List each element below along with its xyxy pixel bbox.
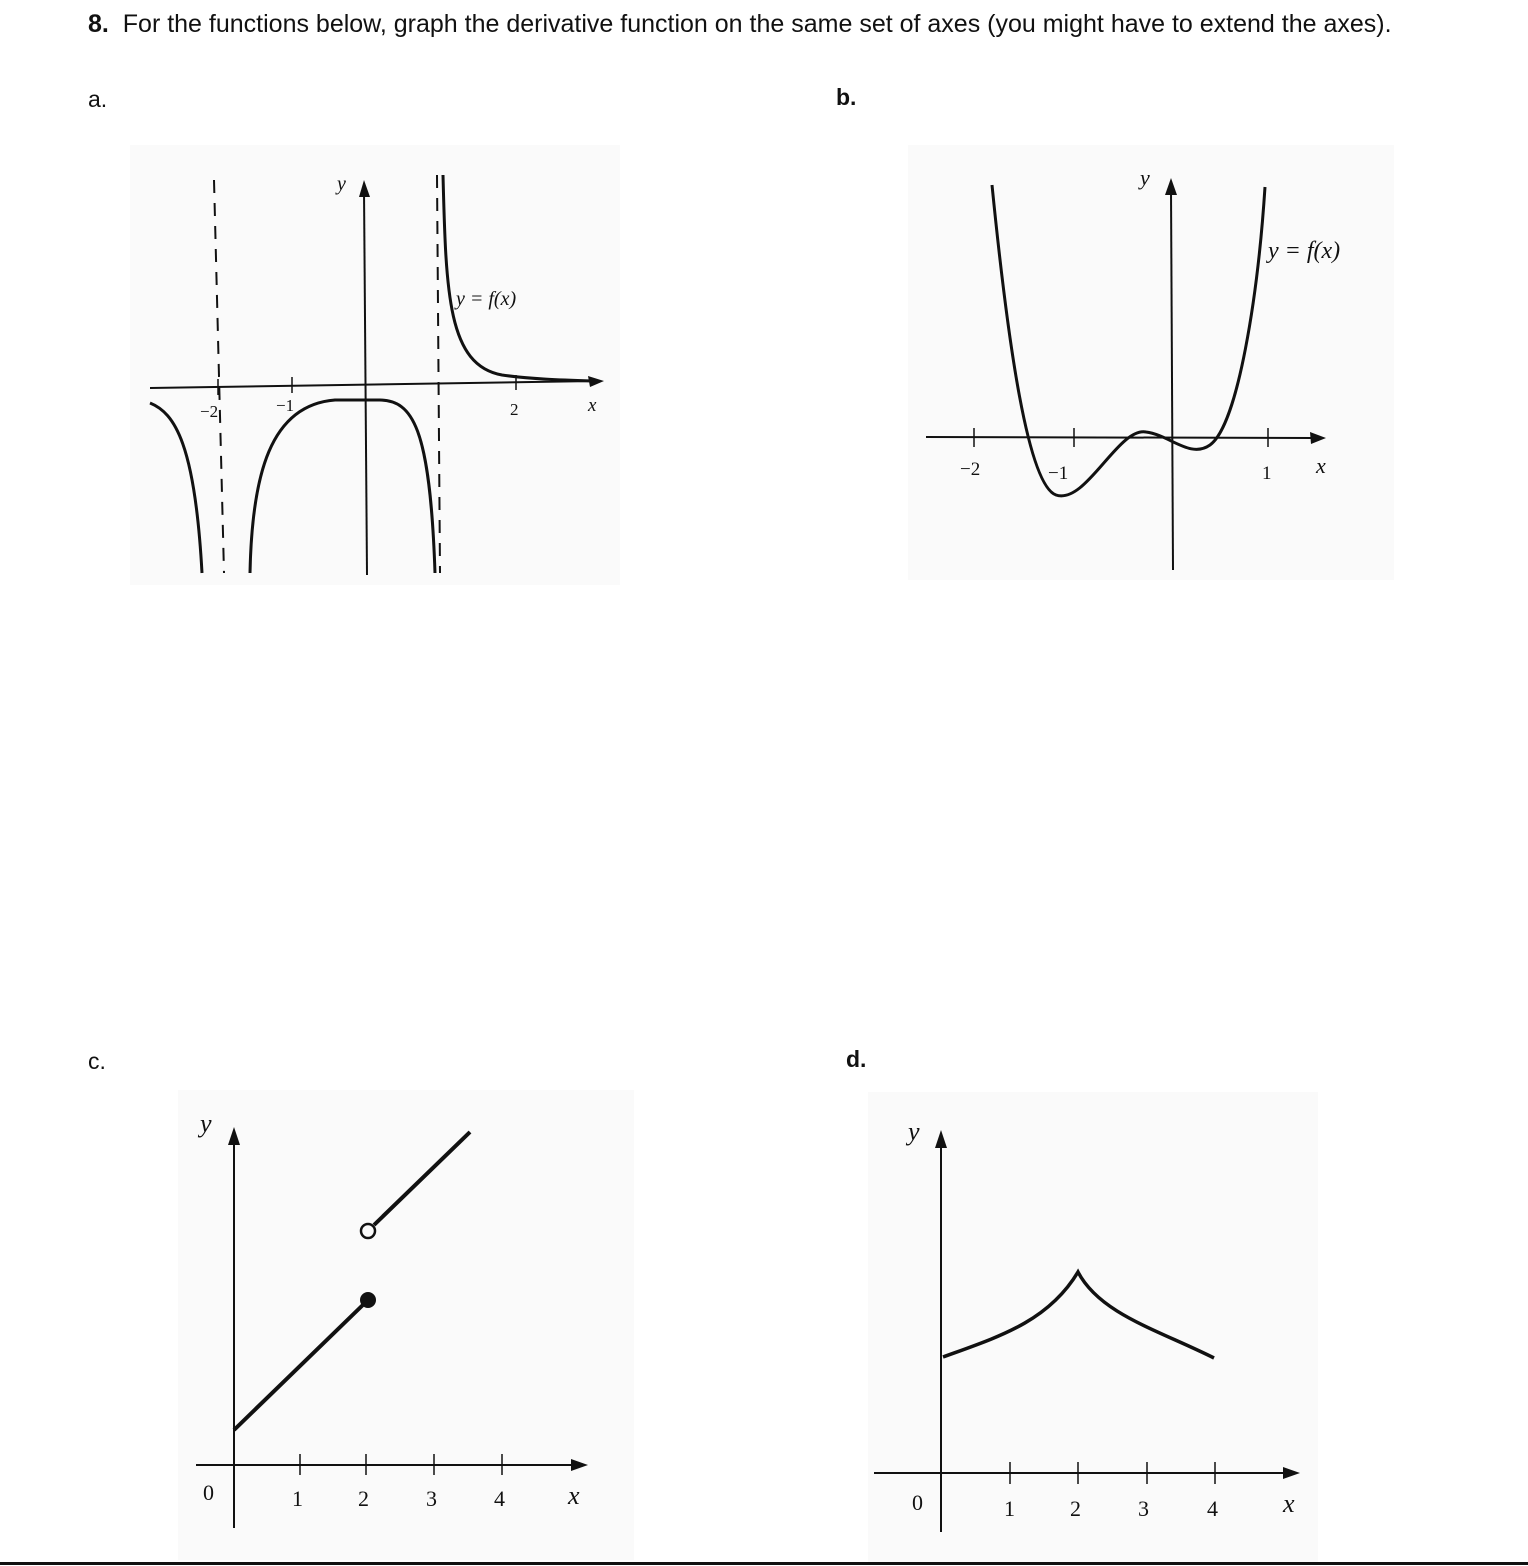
graph-b-function-label: y = f(x) bbox=[1268, 238, 1341, 264]
graph-c-tick-4: 4 bbox=[494, 1486, 505, 1511]
graph-a-function-label: y = f(x) bbox=[456, 288, 517, 310]
graph-b-x-axis bbox=[926, 437, 1313, 438]
graph-c-tick-1: 1 bbox=[292, 1486, 303, 1511]
graph-a-tick-neg1: −1 bbox=[276, 396, 295, 415]
part-c-label: c. bbox=[88, 1048, 106, 1074]
graph-d-tick-4: 4 bbox=[1207, 1496, 1218, 1521]
bottom-rule bbox=[0, 1562, 1528, 1565]
graph-b-tick-neg2: −2 bbox=[960, 459, 981, 480]
question-number: 8. bbox=[88, 10, 109, 38]
graph-c-tick-2: 2 bbox=[358, 1486, 369, 1511]
graph-b bbox=[908, 145, 1394, 580]
graph-c-y-label: y bbox=[200, 1109, 212, 1138]
part-a-label: a. bbox=[88, 86, 108, 112]
graph-a bbox=[130, 145, 620, 585]
graph-d-tick-1: 1 bbox=[1004, 1496, 1015, 1521]
graph-a-tick-2: 2 bbox=[510, 400, 519, 419]
graph-c-x-label: x bbox=[568, 1481, 580, 1510]
graph-a-y-label: y bbox=[337, 173, 346, 195]
part-d-label: d. bbox=[846, 1046, 867, 1072]
graph-b-tick-1: 1 bbox=[1262, 463, 1272, 484]
graph-b-x-label: x bbox=[1316, 453, 1326, 478]
graph-a-x-label: x bbox=[588, 395, 597, 416]
graph-b-y-label: y bbox=[1140, 165, 1150, 190]
graph-c-origin: 0 bbox=[203, 1480, 214, 1505]
graph-d-origin: 0 bbox=[912, 1490, 923, 1515]
graph-a-tick-neg2: −2 bbox=[200, 402, 219, 421]
graph-c-closed-point bbox=[360, 1292, 376, 1308]
graph-d-x-label: x bbox=[1283, 1489, 1295, 1518]
graph-d-y-label: y bbox=[908, 1117, 920, 1146]
graph-d-tick-2: 2 bbox=[1070, 1496, 1081, 1521]
graph-d bbox=[868, 1092, 1318, 1562]
graph-c bbox=[178, 1090, 634, 1560]
graph-c-tick-3: 3 bbox=[426, 1486, 437, 1511]
question-text: For the functions below, graph the derivative function on the same set of axes (you might have to extend the axes). bbox=[122, 10, 1392, 38]
question-header bbox=[88, 10, 1392, 39]
part-b-label: b. bbox=[836, 84, 857, 110]
graph-c-open-point bbox=[361, 1224, 375, 1238]
graph-b-tick-neg1: −1 bbox=[1048, 463, 1069, 484]
graph-d-tick-3: 3 bbox=[1138, 1496, 1149, 1521]
